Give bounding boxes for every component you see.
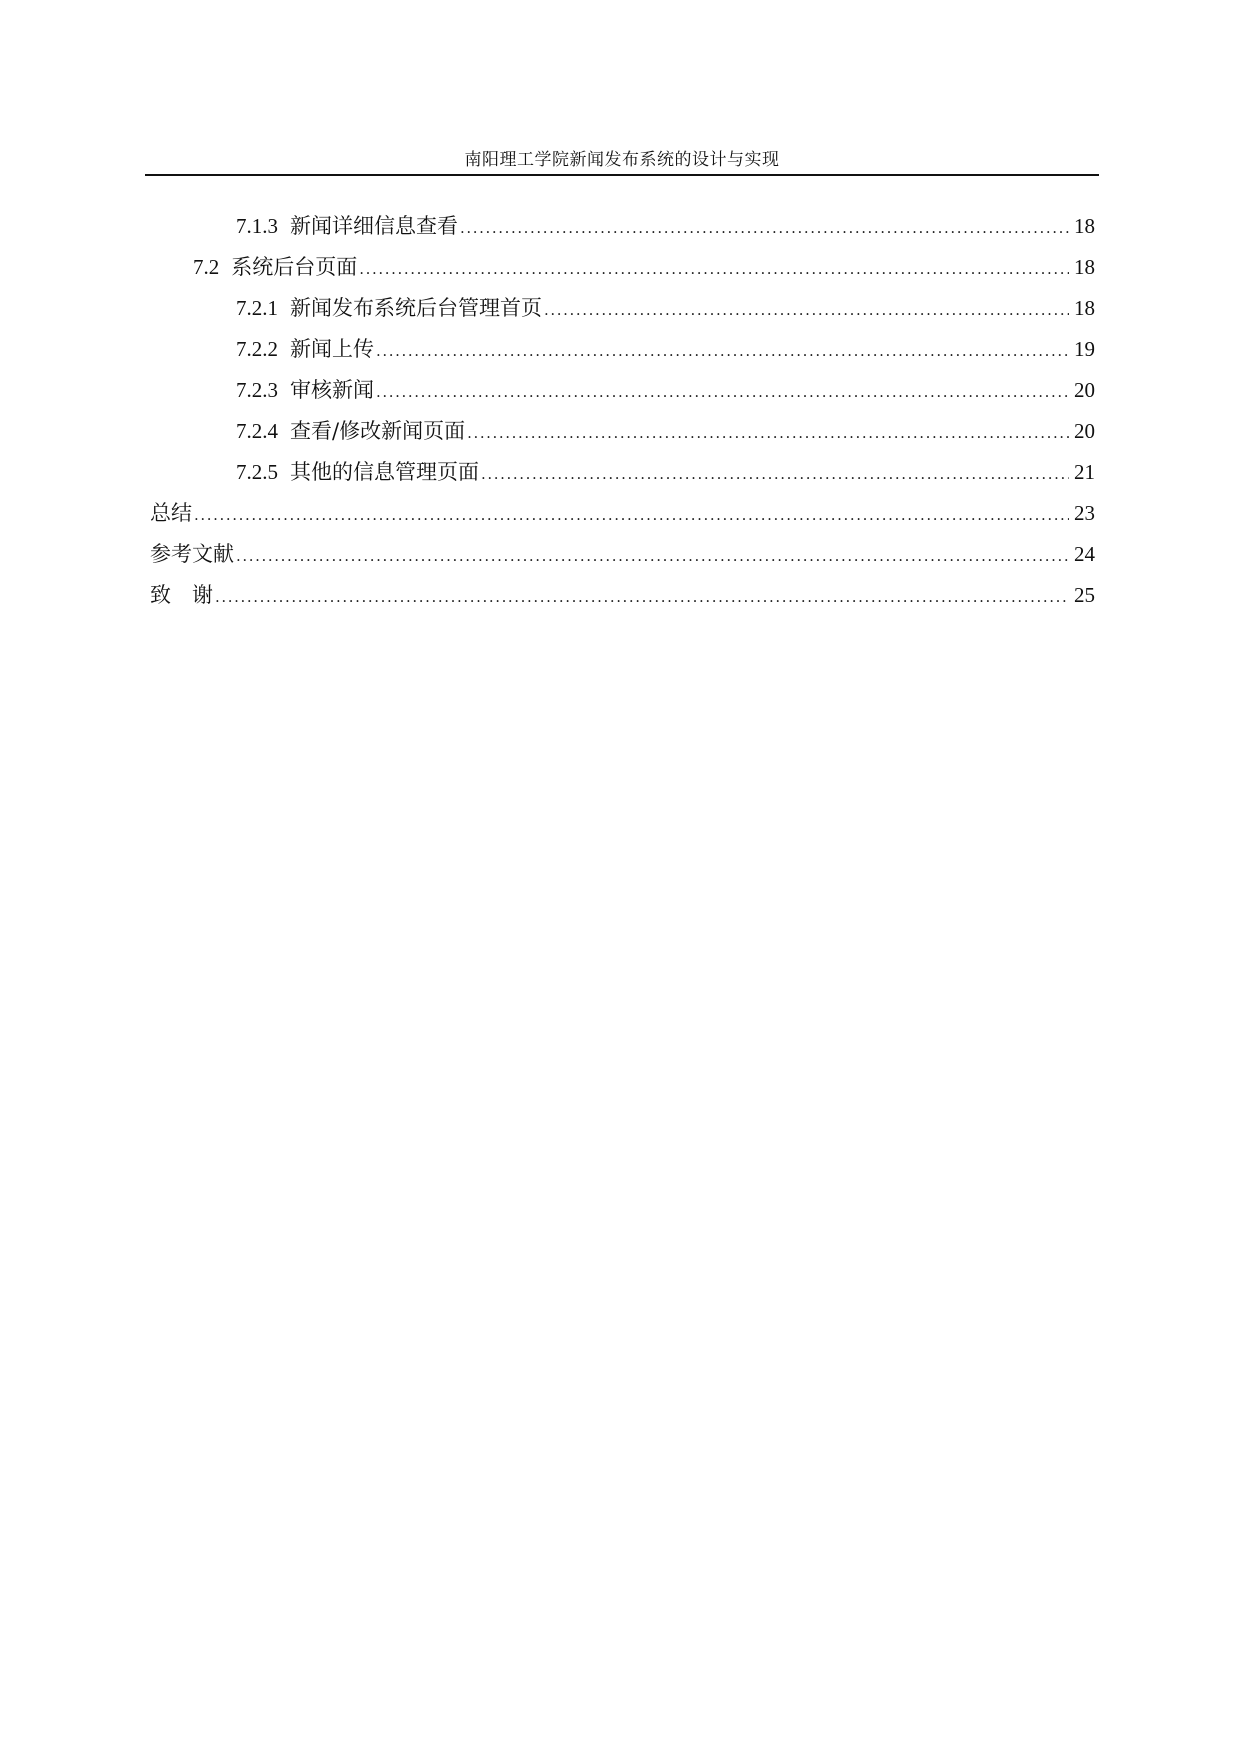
toc-entry[interactable] [150,534,1095,575]
toc-entry-number: 7.2.1 [236,296,278,320]
toc-dot-leader [467,413,1069,454]
toc-entry[interactable] [150,370,1095,411]
toc-entry-number: 7.2.2 [236,337,278,361]
toc-entry[interactable] [150,411,1095,452]
running-header: 南阳理工学院新闻发布系统的设计与实现 [464,150,780,170]
toc-dot-leader [481,454,1069,495]
toc-entry-page-number: 18 [1074,214,1095,238]
toc-entry-number: 7.2.3 [236,378,278,402]
toc-entry[interactable] [150,247,1095,288]
toc-entry-page-number: 21 [1074,460,1095,484]
toc-entry-number: 7.1.3 [236,214,278,238]
toc-entry-title: 查看/修改新闻页面 [290,419,466,443]
toc-entry-number: 7.2.4 [236,419,278,443]
toc-entry-page-number: 20 [1074,378,1095,402]
toc-entry-title: 致 谢 [150,583,213,607]
toc-entry-number: 7.2.5 [236,460,278,484]
toc-dot-leader [359,249,1069,290]
toc-dot-leader [376,331,1069,372]
toc-dot-leader [236,536,1069,577]
toc-entry-number: 7.2 [193,255,220,279]
toc-dot-leader [544,290,1069,331]
toc-dot-leader [460,208,1069,249]
toc-entry-title: 其他的信息管理页面 [290,460,479,484]
toc-entry-page-number: 25 [1074,583,1095,607]
toc-entry-title: 审核新闻 [290,378,374,402]
toc-entry[interactable] [150,452,1095,493]
toc-entry[interactable] [150,288,1095,329]
toc-entry-title: 总结 [150,501,192,525]
toc-dot-leader [194,495,1069,536]
header-rule [145,174,1099,176]
toc-entry-title: 新闻上传 [290,337,374,361]
toc-entry-page-number: 19 [1074,337,1095,361]
toc-entry[interactable] [150,206,1095,247]
toc-entry-page-number: 24 [1074,542,1095,566]
table-of-contents [150,206,1095,616]
toc-dot-leader [376,372,1069,413]
toc-entry-page-number: 18 [1074,255,1095,279]
toc-entry-page-number: 18 [1074,296,1095,320]
toc-entry-page-number: 20 [1074,419,1095,443]
toc-dot-leader [215,577,1069,618]
toc-entry[interactable] [150,329,1095,370]
toc-entry-title: 新闻详细信息查看 [290,214,458,238]
toc-entry-title: 新闻发布系统后台管理首页 [290,296,542,320]
toc-entry[interactable] [150,493,1095,534]
toc-entry-page-number: 23 [1074,501,1095,525]
toc-entry-title: 系统后台页面 [231,255,358,279]
toc-entry[interactable] [150,575,1095,616]
toc-entry-title: 参考文献 [150,542,234,566]
